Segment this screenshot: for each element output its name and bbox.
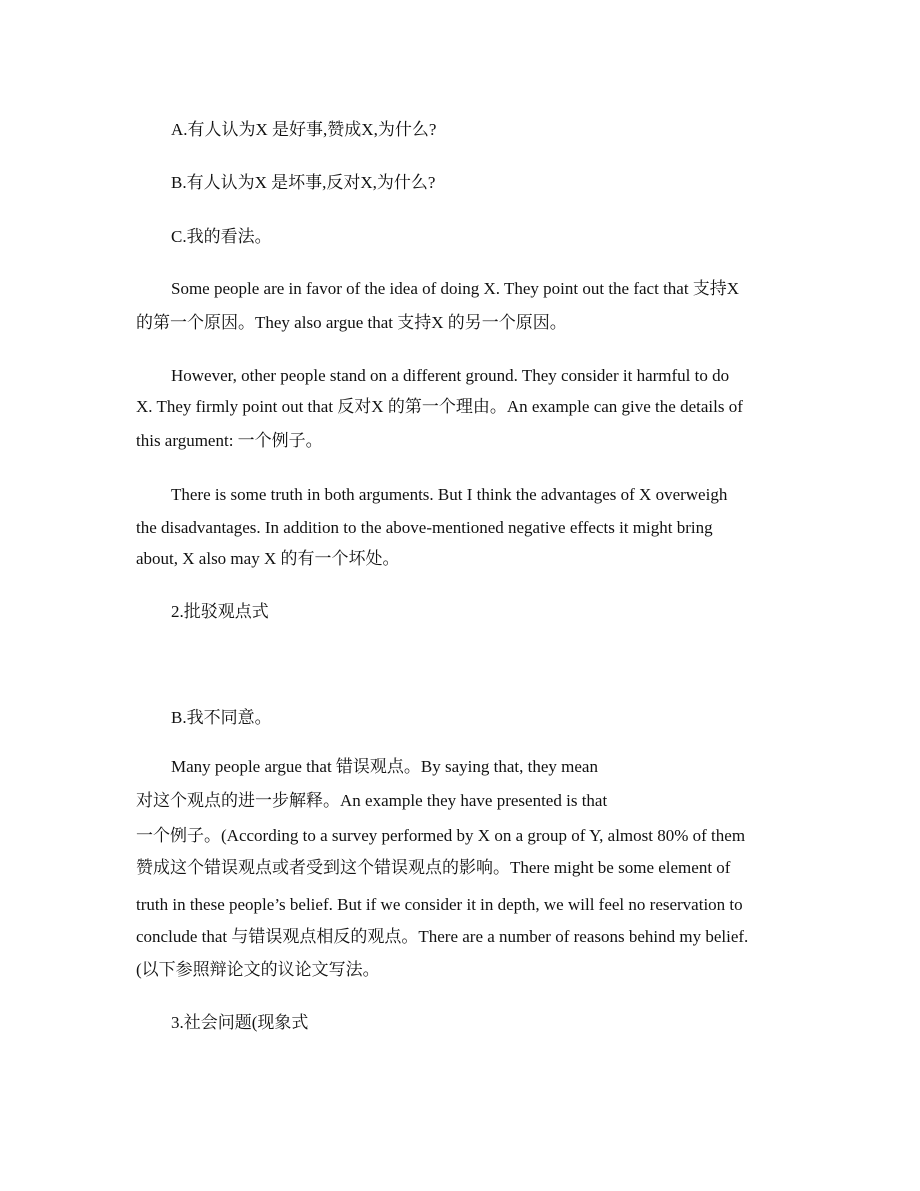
paragraph-4-line: Many people argue that 错误观点。By saying that, they mean [171,757,598,776]
paragraph-4-line: 一个例子。(According to a survey performed by X on a group of Y, almost 80% of them [136,826,746,845]
paragraph-4-line: 赞成这个错误观点或者受到这个错误观点的影响。There might be some element of [136,858,731,877]
outline-item-c: C.我的看法。 [171,227,272,246]
paragraph-3-line: about, X also may X 的有一个坏处。 [136,549,400,568]
paragraph-2-line: this argument: 一个例子。 [136,431,323,450]
paragraph-3-line: the disadvantages. In addition to the above-mentioned negative effects it might bring [136,518,713,537]
paragraph-2-line: However, other people stand on a different ground. They consider it harmful to do [171,366,730,385]
outline-item-b2: B.我不同意。 [171,708,272,727]
paragraph-1-line: Some people are in favor of the idea of doing X. They point out the fact that 支持X [171,279,740,298]
paragraph-4-line: 对这个观点的进一步解释。An example they have presented is that [136,791,608,810]
section-heading-2: 2.批驳观点式 [171,602,269,621]
paragraph-1-line: 的第一个原因。They also argue that 支持X 的另一个原因。 [136,313,567,332]
paragraph-4-line: conclude that 与错误观点相反的观点。There are a number of reasons behind my belief. [136,927,749,946]
outline-item-b: B.有人认为X 是坏事,反对X,为什么? [171,173,436,192]
section-heading-3: 3.社会问题(现象式 [171,1013,309,1032]
paragraph-4-line: truth in these people’s belief. But if we consider it in depth, we will feel no reservation to [136,895,743,914]
paragraph-2-line: X. They firmly point out that 反对X 的第一个理由。An example can give the details of [136,397,743,416]
outline-item-a: A.有人认为X 是好事,赞成X,为什么? [171,120,437,139]
paragraph-4-line: (以下参照辩论文的议论文写法。 [136,960,380,979]
paragraph-3-line: There is some truth in both arguments. But I think the advantages of X overweigh [171,485,728,504]
